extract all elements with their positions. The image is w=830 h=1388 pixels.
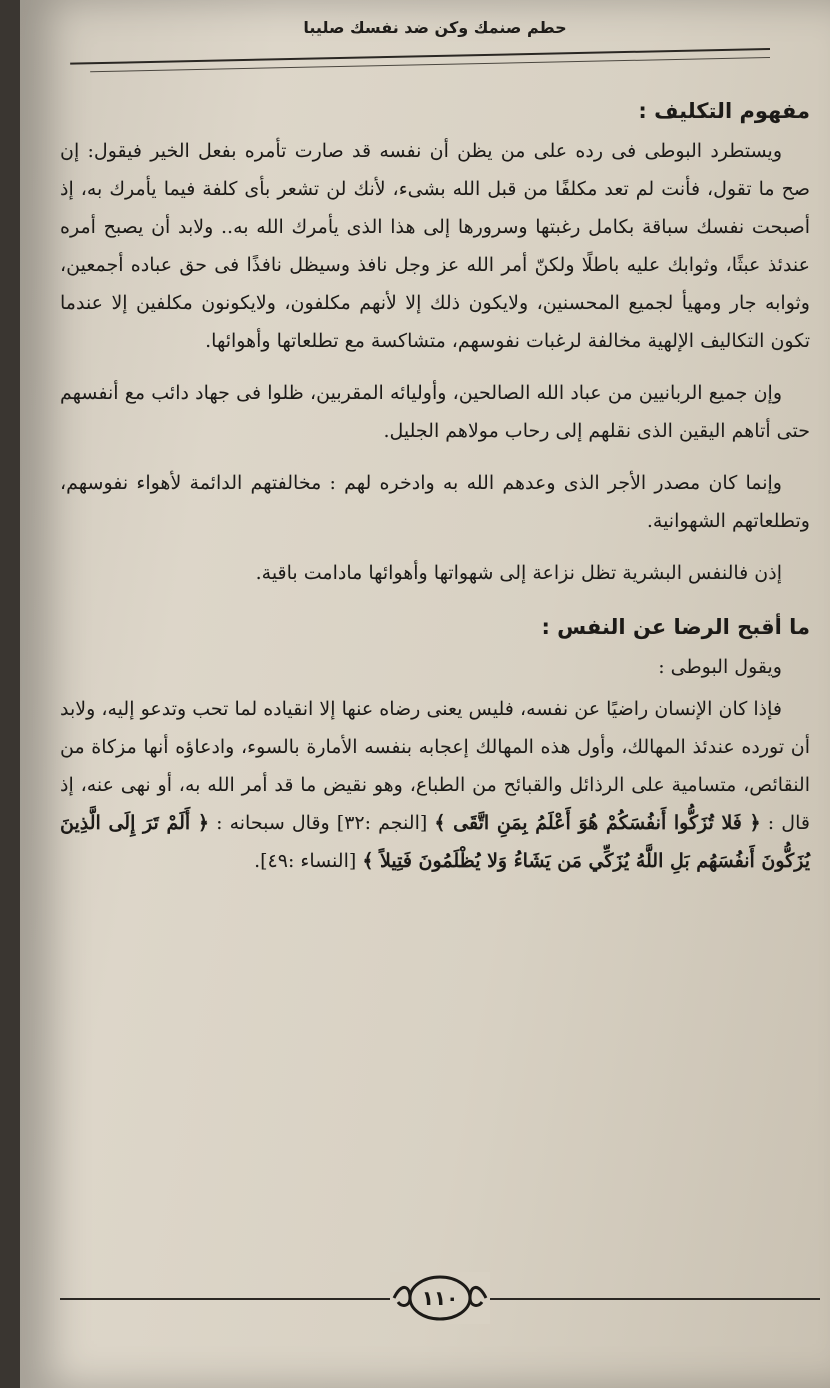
header-rule: [70, 48, 770, 65]
quran-verse-nisa: ﴿ أَلَمْ تَرَ إِلَى الَّذِينَ يُزَكُّونَ أَنفُسَهُم بَلِ اللَّهُ يُزَكِّي مَن يَشَاءُ وَلا يُظْلَمُونَ فَتِيلاً ﴾: [60, 812, 810, 872]
verse-reference-nisa: [النساء :٤٩].: [254, 850, 357, 872]
section-heading-taklif: مفهوم التكليف :: [638, 99, 810, 123]
paragraph-1: ويستطرد البوطى فى رده على من يظن أن نفسه قد صارت تأمره بفعل الخير فيقول: إن صح ما تقول، فأنت لم تعد مكلفًا من قبل الله بشىء، لأنك لن تشعر بأى كلفة فيما يأمرك به، إذ أصبحت نفسك سباقة بكامل رغبتها وسرورها إلى هذا الذى يأمرك الله به.. ولابد أن يصبح أمره عندئذ عبثًا، وثوابك عليه باطلًا ولكنّ أمر الله عز وجل نافذ وسيظل نافذًا فى حق عباده أجمعين، وثوابه جار ومهيأ لجميع المحسنين، ولايكون ذلك إلا لأنهم مكلفون، ولايكونون مكلفين إلا عندما تكون التكاليف الإلهية مخالفة لرغبات نفوسهم، متشاكسة مع تطلعاتها وأهوائها.: [60, 140, 810, 352]
section-heading-rida: ما أقبح الرضا عن النفس :: [541, 615, 810, 639]
quran-verse-najm: ﴿ فَلا تُزَكُّوا أَنفُسَكُمْ هُوَ أَعْلَمُ بِمَنِ اتَّقَى ﴾: [434, 812, 761, 834]
page-number: ١١٠: [421, 1286, 459, 1310]
running-header: حطم صنمك وكن ضد نفسك صليبا: [303, 18, 567, 37]
book-page: [20, 0, 830, 1388]
paragraph-5-text: فإذا كان الإنسان راضيًا عن نفسه، فليس يعنى رضاه عنها إلا انقياده لما تحب وتدعو إليه، ولابد أن تورده عندئذ المهالك، وأول هذه المهالك إعجابه بنفسه الأمارة بالسوء، وادعاؤه أنها مزكاة من النقائص، متسامية على الرذائل والقبائح من الطباع، وهو نقيض ما قد أمر الله به، أو نهى عنه، إذ قال :: [60, 698, 810, 834]
paragraph-5: [60, 690, 810, 880]
verse-reference-najm: [النجم :٣٢]: [336, 812, 428, 834]
intro-line: ويقول البوطى :: [658, 656, 782, 678]
paragraph-2: وإن جميع الربانيين من عباد الله الصالحين، وأوليائه المقربين، ظلوا فى جهاد دائب مع أنفسهم حتى أتاهم اليقين الذى نقلهم إلى رحاب مولاهم الجليل.: [60, 382, 810, 442]
paragraph-4: إذن فالنفس البشرية تظل نزاعة إلى شهواتها وأهوائها مادامت باقية.: [255, 562, 782, 584]
paragraph-3: وإنما كان مصدر الأجر الذى وعدهم الله به وادخره لهم : مخالفتهم الدائمة لأهواء نفوسهم، وتطلعاتهم الشهوانية.: [60, 472, 810, 532]
connector-text: وقال سبحانه :: [216, 812, 330, 834]
page-body: [60, 92, 810, 894]
